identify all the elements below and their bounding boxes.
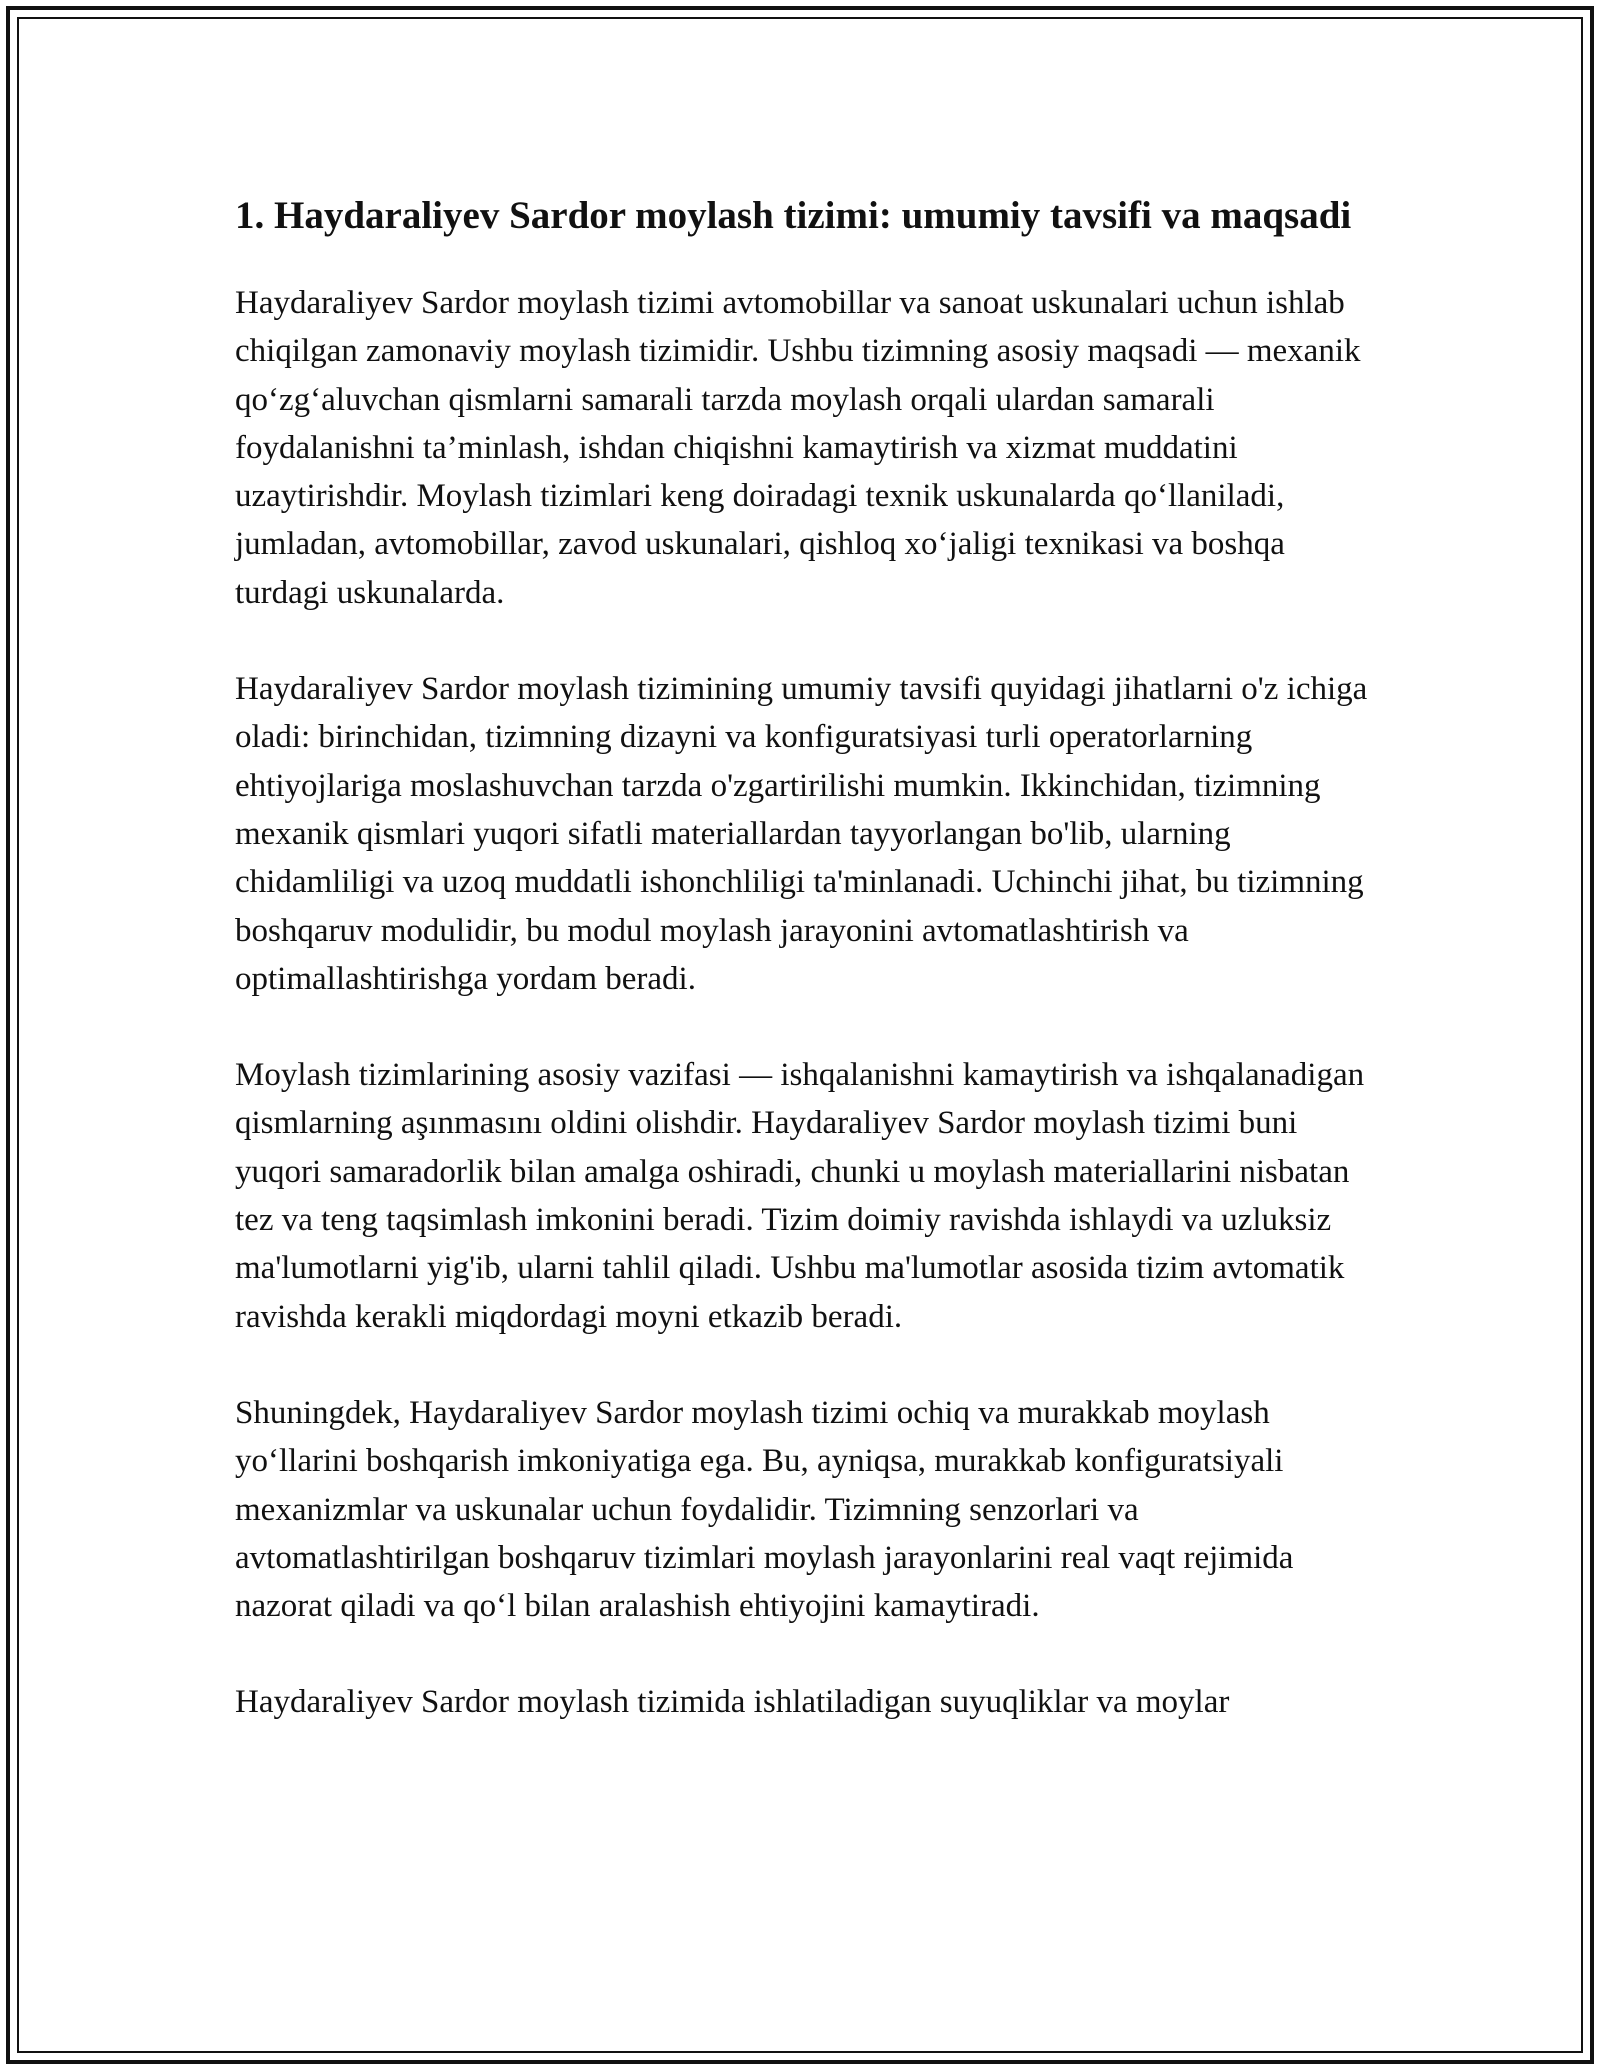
paragraph-4: Shuningdek, Haydaraliyev Sardor moylash tizimi ochiq va murakkab moylash yo‘llarini boshqarish imkoniyatiga ega. Bu, ayniqsa, murakkab konfiguratsiyali mexanizmlar va uskunalar uchun foydalidir. Tizimning senzorlari va avtomatlashtirilgan boshqaruv tizimlari moylash jarayonlarini real vaqt rejimida nazorat qiladi va qo‘l bilan aralashish ehtiyojini kamaytiradi. bbox=[235, 1394, 1294, 1625]
document-body bbox=[235, 188, 1370, 1775]
paragraph-3: Moylash tizimlarining asosiy vazifasi — ishqalanishni kamaytirish va ishqalanadigan qismlarning aşınmasını oldini olishdir. Haydaraliyev Sardor moylash tizimi buni yuqori samaradorlik bilan amalga oshiradi, chunki u moylash materiallarini nisbatan tez va teng taqsimlash imkonini beradi. Tizim doimiy ravishda ishlaydi va uzluksiz ma'lumotlarni yig'ib, ularni tahlil qiladi. Ushbu ma'lumotlar asosida tizim avtomatik ravishda kerakli miqdordagi moyni etkazib beradi. bbox=[235, 1057, 1365, 1335]
paragraph-5: Haydaraliyev Sardor moylash tizimida ishlatiladigan suyuqliklar va moylar bbox=[235, 1684, 1230, 1721]
paragraph-2: Haydaraliyev Sardor moylash tizimining umumiy tavsifi quyidagi jihatlarni o'z ichiga oladi: birinchidan, tizimning dizayni va konfiguratsiyasi turli operatorlarning ehtiyojlariga moslashuvchan tarzda o'zgartirilishi mumkin. Ikkinchidan, tizimning mexanik qismlari yuqori sifatli materiallardan tayyorlangan bo'lib, ularning chidamliligi va uzoq muddatli ishonchliligi ta'minlanadi. Uchinchi jihat, bu tizimning boshqaruv modulidir, bu modul moylash jarayonini avtomatlashtirish va optimallashtirishga yordam beradi. bbox=[235, 671, 1368, 997]
paragraph-1: Haydaraliyev Sardor moylash tizimi avtomobillar va sanoat uskunalari uchun ishlab chiqilgan zamonaviy moylash tizimidir. Ushbu tizimning asosiy maqsadi — mexanik qo‘zg‘aluvchan qismlarni samarali tarzda moylash orqali ulardan samarali foydalanishni ta’minlash, ishdan chiqishni kamaytirish va xizmat muddatini uzaytirishdir. Moylash tizimlari keng doiradagi texnik uskunalarda qo‘llaniladi, jumladan, avtomobillar, zavod uskunalari, qishloq xo‘jaligi texnikasi va boshqa turdagi uskunalarda. bbox=[235, 285, 1361, 611]
section-heading: 1. Haydaraliyev Sardor moylash tizimi: umumiy tavsifi va maqsadi bbox=[235, 194, 1352, 237]
